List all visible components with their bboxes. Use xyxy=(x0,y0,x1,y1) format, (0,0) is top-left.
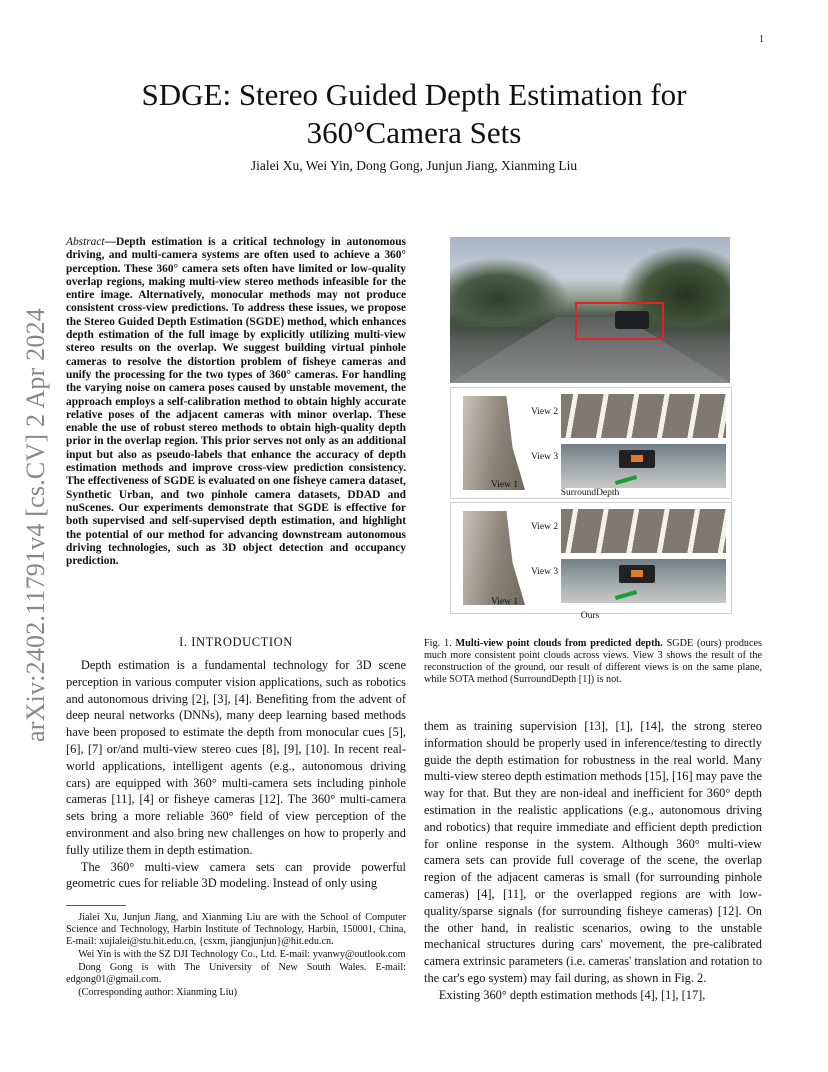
footnote-corresponding: (Corresponding author: Xianming Liu) xyxy=(78,987,237,998)
view3-label: View 3 xyxy=(531,452,559,462)
right-paragraph-1: them as training supervision [13], [1], [14], the strong stereo information should be properly used in inference/testing to directly guide the depth estimation for robustness in the real world. Many multi-view stereo depth estimation methods [15], [16] may pave the way for that. But they are non-ideal and inefficient for 360° depth estimation in the realistic applications (e.g., autonomous driving and robotics) that require immediate and efficient depth prediction for online response in the system. Although 360° multi-view camera sets can provide full coverage of the scene, the overlap region of the adjacent cameras is small (for surrounding pinhole cameras) [4], [11], or the overlapped regions are with low-quality/sparse signals (for surrounding fisheye cameras) [12]. On the other hand, in realistic scenarios, owing to the unstable mechanical structures during cars' movement, the pre-calibrated camera extrinsic parameters (i.e. cameras' translation and rotation to the car's ego system) may fail during, as shown in Fig. 2. xyxy=(424,719,763,985)
ours-panel xyxy=(450,502,732,614)
footnote-rule xyxy=(66,905,126,906)
caption-text: SGDE (ours) produces much more consistent point clouds across views. View 3 shows the result of the reconstruction of the ground, our result of different views is on the same plane, while SOTA method (SurroundDepth [1]) is not. xyxy=(424,638,763,685)
view1-pointcloud xyxy=(463,511,525,605)
view3-label: View 3 xyxy=(531,567,559,577)
figure-caption xyxy=(424,638,762,686)
footnote-wei-yin: Wei Yin is with the SZ DJI Technology Co., Ltd. E-mail: yvanwy@outlook.com xyxy=(78,949,406,960)
intro-paragraph-1: Depth estimation is a fundamental technology for 3D scene perception in various computer vision applications, such as robotics and autonomous driving [2], [3], [4]. Benefiting from the advent of deep neural networks (DNNs), many deep learning based methods have been proposed to estimate the depth from monocular cues [5], [6], [7] or/and multi-view stereo cues [8], [9], [10]. In recent real-world applications, intelligent agents (e.g., autonomous driving cars) are equipped with 360° multi-camera sets including pinhole cameras [11], [4] or fisheye cameras [12]. The 360° multi-camera sets bring a more reliable 360° field of view perception of the environment and also bring new challenges on how to properly and fully utilize them in depth estimation. xyxy=(66,658,406,857)
surrounddepth-label: SurroundDepth xyxy=(560,488,620,498)
arxiv-watermark: arXiv:2402.11791v4 [cs.CV] 2 Apr 2024 xyxy=(21,308,50,742)
driving-scene-image xyxy=(450,237,730,383)
ours-label: Ours xyxy=(580,611,600,621)
abstract xyxy=(66,236,406,568)
page-number: 1 xyxy=(759,34,764,45)
trees-left xyxy=(450,257,570,327)
view2-label: View 2 xyxy=(531,522,559,532)
surrounddepth-panel xyxy=(450,387,732,499)
view2-label: View 2 xyxy=(531,407,559,417)
intro-paragraph-2: The 360° multi-view camera sets can provide powerful geometric cues for reliable 3D modeling. Instead of only using xyxy=(66,859,406,891)
view3-marker xyxy=(631,570,643,577)
view1-label: View 1 xyxy=(491,597,519,607)
footnotes xyxy=(66,912,406,1000)
figure-1 xyxy=(450,237,730,621)
author-list: Jialei Xu, Wei Yin, Dong Gong, Junjun Jiang, Xianming Liu xyxy=(250,158,578,173)
footnote-affiliation: Jialei Xu, Junjun Jiang, and Xianming Liu are with the School of Computer Science and Technology, Harbin Institute of Technology, Harbin, 150001, China, E-mail: xujialei@stu.hit.edu.cn, {csxm, jiangjunjun}@hit.edu.cn. xyxy=(66,912,406,947)
intro-left-column xyxy=(66,657,406,892)
right-paragraph-2: Existing 360° depth estimation methods [4], [1], [17], xyxy=(438,987,706,1002)
view2-pointcloud xyxy=(561,394,726,438)
abstract-text: —Depth estimation is a critical technology in autonomous driving, and multi-camera systems are often used to achieve a 360° perception. These 360° camera sets often have limited or low-quality overlap regions, making multi-view stereo methods infeasible for the entire image. Alternatively, monocular methods may not produce consistent cross-view predictions. To address these issues, we propose the Stereo Guided Depth Estimation (SGDE) method, which enhances depth estimation of the full image by explicitly utilizing multi-view stereo results on the overlap. We suggest building virtual pinhole cameras to resolve the distortion problem of fisheye cameras and unify the processing for the two types of 360° cameras. For handling the varying noise on camera poses caused by unstable movement, the approach employs a self-calibration method to obtain highly accurate relative poses of the adjacent cameras with minor overlap. These enable the use of robust stereo methods to obtain high-quality depth prior in the overlap region. This prior serves not only as an additional input but also as pseudo-labels that enhance the accuracy of depth estimation methods and improve cross-view prediction consistency. The effectiveness of SGDE is evaluated on one fisheye camera dataset, Synthetic Urban, and two pinhole camera datasets, DDAD and nuScenes. Our experiments demonstrate that SGDE is effective for both supervised and self-supervised depth estimation, and highlight the potential of our method for advancing downstream autonomous driving technologies, such as 3D object detection and occupancy prediction. xyxy=(66,236,406,568)
view1-label: View 1 xyxy=(491,480,519,490)
paper-title: SDGE: Stereo Guided Depth Estimation for 360°Camera Sets xyxy=(141,77,687,150)
view3-marker xyxy=(631,455,643,462)
footnote-dong-gong: Dong Gong is with The University of New South Wales. E-mail: edgong01@gmail.com. xyxy=(66,962,406,985)
section-heading: I. INTRODUCTION xyxy=(179,635,293,649)
view2-pointcloud xyxy=(561,509,726,553)
abstract-lead: Abstract xyxy=(66,236,105,248)
highlight-box xyxy=(575,302,664,340)
view1-pointcloud xyxy=(463,396,525,490)
intro-right-column xyxy=(424,718,762,1004)
caption-bold: Multi-view point clouds from predicted depth. xyxy=(455,638,663,649)
caption-lead: Fig. 1. xyxy=(424,638,452,649)
